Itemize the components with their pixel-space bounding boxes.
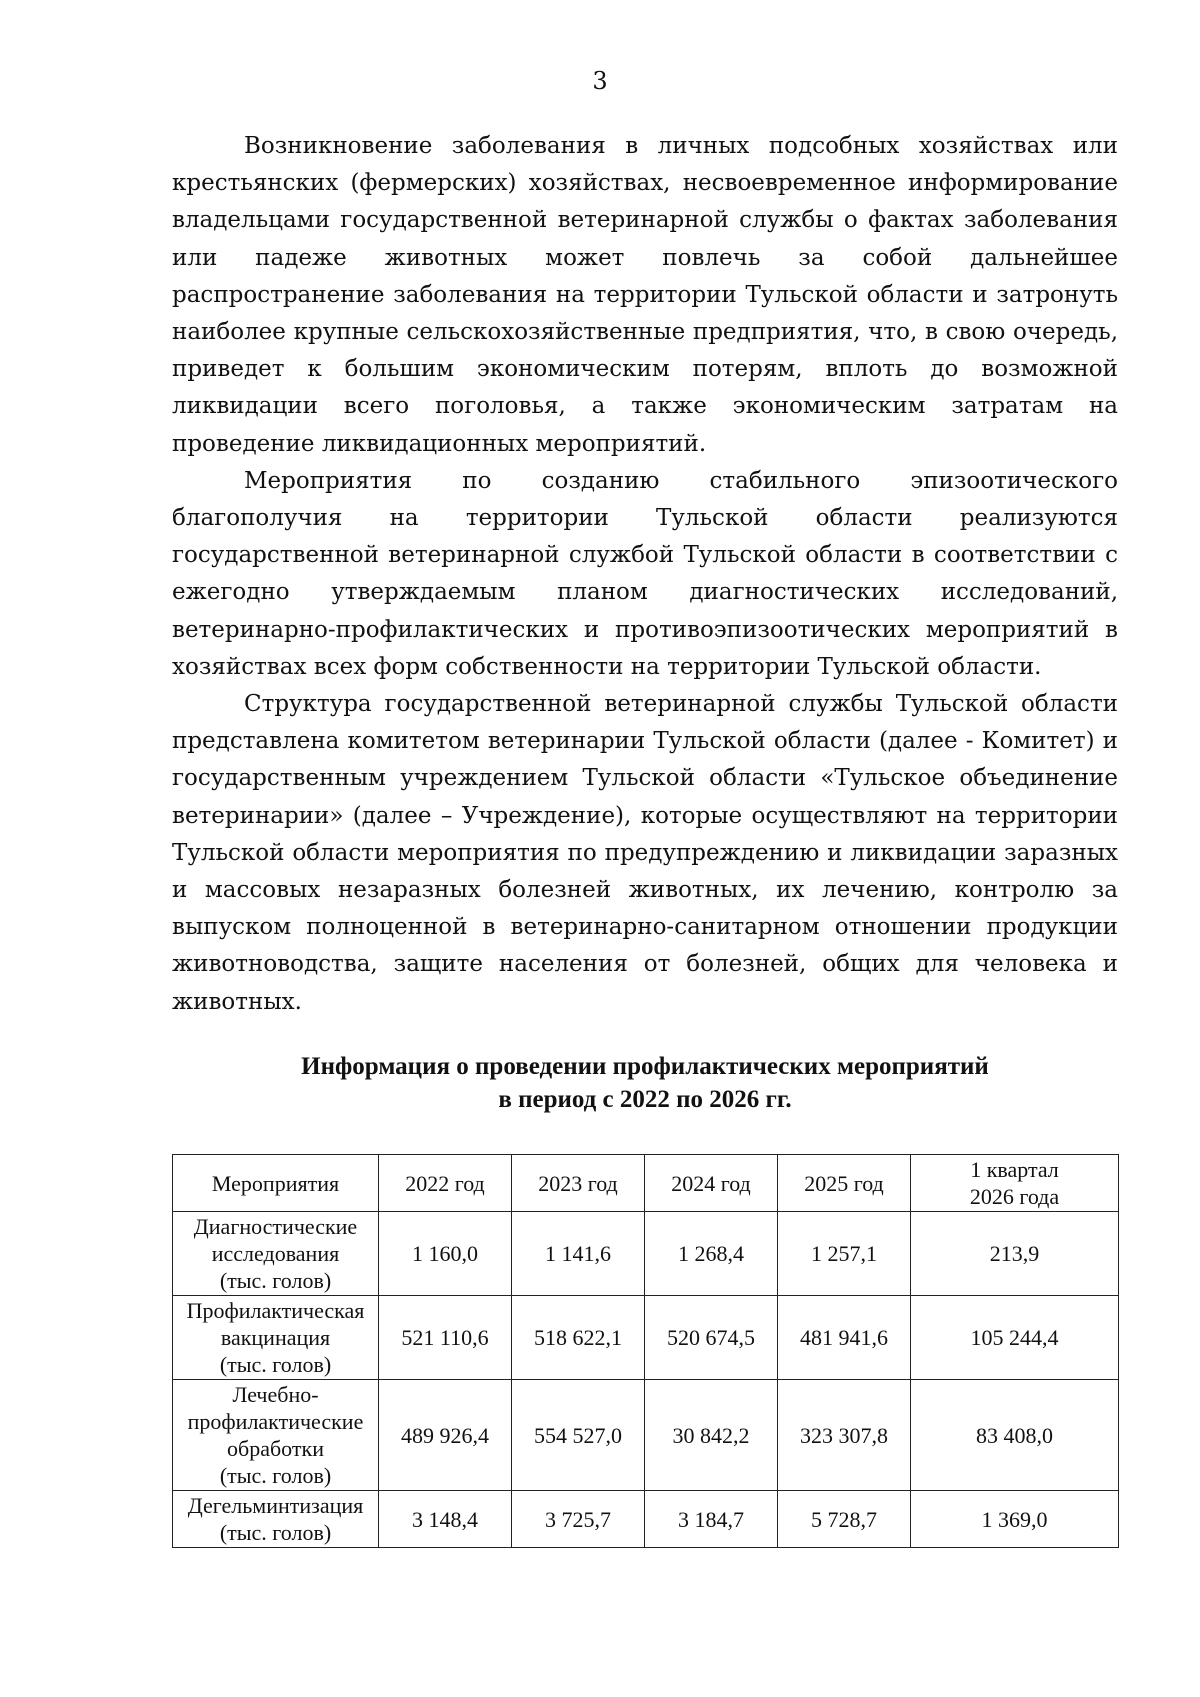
table-row	[173, 1491, 1119, 1548]
table-cell: 105 244,4	[911, 1296, 1119, 1380]
row-label: Диагностические исследования (тыс. голов)	[173, 1212, 379, 1296]
table-cell: 3 725,7	[512, 1491, 645, 1548]
table-cell: 3 184,7	[645, 1491, 778, 1548]
table-header-row	[173, 1155, 1119, 1212]
row-label: Лечебно- профилактические обработки (тыс. голов)	[173, 1380, 379, 1491]
table-cell: 1 141,6	[512, 1212, 645, 1296]
header-measures: Мероприятия	[173, 1155, 379, 1212]
header-2024: 2024 год	[645, 1155, 778, 1212]
table-row	[173, 1212, 1119, 1296]
row-label: Дегельминтизация (тыс. голов)	[173, 1491, 379, 1548]
table-title-line-1: Информация о проведении профилактических мероприятий	[301, 1053, 989, 1080]
table-cell: 83 408,0	[911, 1380, 1119, 1491]
table-cell: 521 110,6	[379, 1296, 512, 1380]
row-label: Профилактическая вакцинация (тыс. голов)	[173, 1296, 379, 1380]
table-cell: 1 369,0	[911, 1491, 1119, 1548]
header-2022: 2022 год	[379, 1155, 512, 1212]
table-cell: 30 842,2	[645, 1380, 778, 1491]
table-row	[173, 1296, 1119, 1380]
prevention-measures-table	[172, 1154, 1119, 1548]
table-title-line-2: в период с 2022 по 2026 гг.	[498, 1086, 792, 1113]
paragraph-service-structure: Структура государственной ветеринарной службы Тульской области представлена комитетом ветеринарии Тульской области (далее - Комитет) и государственным учреждением Тульской области «Тульское объединение ветеринарии» (далее – Учреждение), которые осуществляют на территории Тульской области мероприятия по предупреждению и ликвидации заразных и массовых незаразных болезней животных, их лечению, контролю за выпуском полноценной в ветеринарно-санитарном отношении продукции животноводства, защите населения от болезней, общих для человека и животных.	[172, 691, 1118, 1015]
table-cell: 481 941,6	[778, 1296, 911, 1380]
table-cell: 1 160,0	[379, 1212, 512, 1296]
table-cell: 1 257,1	[778, 1212, 911, 1296]
table-row	[173, 1380, 1119, 1491]
body-text	[172, 128, 1118, 1021]
header-q1-2026: 1 квартал 2026 года	[911, 1155, 1119, 1212]
table-cell: 554 527,0	[512, 1380, 645, 1491]
table-cell: 520 674,5	[645, 1296, 778, 1380]
header-2025: 2025 год	[778, 1155, 911, 1212]
paragraph-measures: Мероприятия по созданию стабильного эпизоотического благополучия на территории Тульской области реализуются государственной ветеринарной службой Тульской области в соответствии с ежегодно утверждаемым планом диагностических исследований, ветеринарно-профилактических и противоэпизоотических мероприятий в хозяйствах всех форм собственности на территории Тульской области.	[172, 467, 1118, 680]
table-cell: 323 307,8	[778, 1380, 911, 1491]
page-number: 3	[592, 67, 608, 95]
header-2023: 2023 год	[512, 1155, 645, 1212]
table-cell: 1 268,4	[645, 1212, 778, 1296]
table-cell: 489 926,4	[379, 1380, 512, 1491]
paragraph-disease-risk: Возникновение заболевания в личных подсобных хозяйствах или крестьянских (фермерских) хозяйствах, несвоевременное информирование владельцами государственной ветеринарной службы о фактах заболевания или падеже животных может повлечь за собой дальнейшее распространение заболевания на территории Тульской области и затронуть наиболее крупные сельскохозяйственные предприятия, что, в свою очередь, приведет к большим экономическим потерям, вплоть до возможной ликвидации всего поголовья, а также экономическим затратам на проведение ликвидационных мероприятий.	[172, 133, 1118, 457]
table-cell: 5 728,7	[778, 1491, 911, 1548]
table-cell: 213,9	[911, 1212, 1119, 1296]
table-cell: 518 622,1	[512, 1296, 645, 1380]
table-title	[172, 1050, 1118, 1116]
table-cell: 3 148,4	[379, 1491, 512, 1548]
